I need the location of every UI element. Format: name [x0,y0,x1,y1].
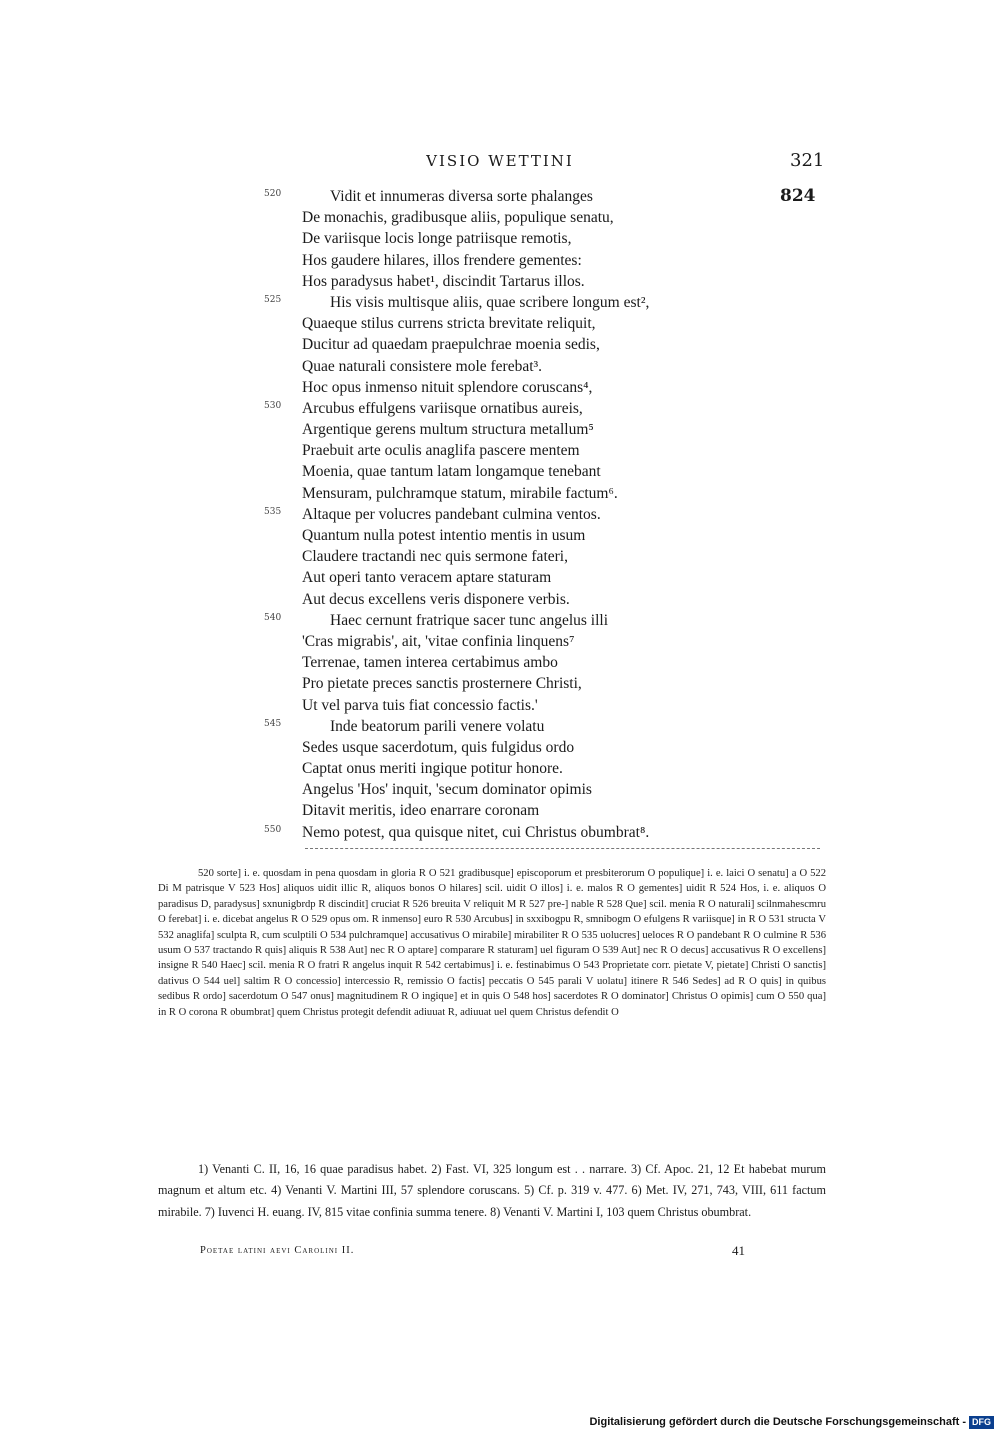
verse-text: Angelus 'Hos' inquit, 'secum dominator opimis [302,781,592,799]
poem-line [0,483,1000,504]
verse-text: Ut vel parva tuis fiat concessio factis.' [302,696,538,714]
margin-reference: 824 [780,186,816,206]
dfg-funding-banner [589,1415,994,1429]
poem-line [0,313,1000,334]
page-number: 321 [790,150,825,171]
poem-line [0,271,1000,292]
verse-text: Ditavit meritis, ideo enarrare coronam [302,802,540,820]
poem-line [0,504,1000,525]
poem-line [0,546,1000,567]
poem-line [0,525,1000,546]
verse-text: Moenia, quae tantum latam longamque tenebant [302,463,601,481]
poem-line [0,589,1000,610]
verse-text: Hos paradysus habet¹, discindit Tartarus illos. [302,272,585,290]
poem-line [0,567,1000,588]
line-number: 520 [264,189,282,199]
poem-line [0,228,1000,249]
verse-text: Inde beatorum parili venere volatu [330,717,545,735]
poem-line [0,398,1000,419]
verse-text: Arcubus effulgens variisque ornatibus aureis, [302,399,583,417]
poem-line [0,440,1000,461]
verse-text: Hoc opus inmenso nituit splendore coruscans⁴, [302,378,593,396]
line-number: 550 [264,824,282,835]
poem-line [0,356,1000,377]
poem-line [0,822,1000,843]
poem-line [0,652,1000,673]
poem-line [0,779,1000,800]
verse-text: Quae naturali consistere mole ferebat³. [302,357,543,375]
verse-text: Quantum nulla potest intentio mentis in usum [302,527,586,544]
verse-text: His visis multisque aliis, quae scribere longum est², [330,293,650,311]
line-number: 540 [264,612,282,623]
verse-text: Aut operi tanto veracem aptare staturam [302,569,552,587]
verse-text: 'Cras migrabis', ait, 'vitae confinia linquens⁷ [302,632,575,650]
line-number: 525 [264,294,282,305]
poem-line [0,800,1000,821]
poem-line [0,250,1000,271]
poem-line [0,207,1000,228]
source-footnotes: 1) Venanti C. II, 16, 16 quae paradisus habet. 2) Fast. VI, 325 longum est . . narrare. 3) Cf. Apoc. 21, 12 Et habebat murum magnum et altum etc. 4) Venanti V. Martini III, 57 splendore coruscans. 5) Cf. p. 319 v. 477. 6) Met. IV, 271, 743, VIII, 611 factum mirabile. 7) Iuvenci H. euang. IV, 815 vitae confinia summa tenere. 8) Venanti V. Martini I, 103 quem Christus obumbrat. [158,1162,826,1219]
verse-text: Mensuram, pulchramque statum, mirabile factum⁶. [302,484,618,502]
verse-text: Altaque per volucres pandebant culmina ventos. [302,505,601,523]
poem-line [0,186,1000,207]
verse-text: Quaeque stilus currens stricta brevitate reliquit, [302,315,596,333]
verse-text: Haec cernunt fratrique sacer tunc angelus illi [330,611,609,629]
poem-text [0,186,1000,843]
verse-text: Aut decus excellens veris disponere verbis. [302,590,570,608]
poem-line [0,334,1000,355]
verse-text: De monachis, gradibusque aliis, populique senatu, [302,209,614,227]
line-number: 545 [264,718,282,729]
verse-text: Nemo potest, qua quisque nitet, cui Christus obumbrat⁸. [302,823,650,841]
poem-line [0,631,1000,652]
poem-line [0,737,1000,758]
verse-text: Sedes usque sacerdotum, quis fulgidus ordo [302,738,575,756]
verse-text: Argentique gerens multum structura metallum⁵ [302,421,594,439]
poem-line [0,695,1000,716]
running-title: VISIO WETTINI [426,152,574,170]
verse-text: Claudere tractandi nec quis sermone fateri, [302,548,568,566]
critical-apparatus: 520 sorte] i. e. quosdam in pena quosdam in gloria R O 521 gradibusque] episcoporum et presbiterorum O populique] i. e. laici O senatu] a O 522 Di M patrisque V 523 Hos] aliquos uidit illic R, aliquos bonos O hilares] scil. uidit O illos] i. e. malos R O gementes] uidit R 524 Hos, i. e. aliquos O paradisus D, paradysus] sxnunigbrdp R discindit] cruciat R 526 breuita V reliquit M R 527 pre-] nable R 528 Que] scil. menia R O naturali] scilnmahescmru O ferebat] i. e. dicebat angelus R O 529 opus om. R inmenso] euro R 530 Arcubus] in sxxibogpu R, smnibogm O efulgens R variisque] in R O 531 structa V 532 anaglifa] sculpta R, cum sculptili O 534 pulchramque] accusativus O mirabile] mirabiliter R O 535 uolucres] ueloces R O pandebant R O culmine R 536 usum O 537 tractando R quis] aliquis R 538 Aut] nec R O aptare] comparare R staturam] uel figuram O 539 Aut] nec R O decus] accusativus R O excellens] insigne R 540 Haec] scil. menia R O fratri R angelus inquit R 542 certabimus] i. e. festinabimus O 543 Proprietate corr. pietate V, pietate] Christi O sanctis] dativus O 544 uel] saltim R O concessio] intercessio R, remissio O factis] peccatis O 545 parali V uolatu] itinere R 546 Sedes] ad R O quis] in quibus sedibus R ordo] sacerdotum O 547 onus] magnitudinem R O ingique] et in quis O 548 hos] sacerdotes R O dominator] Christus O opimis] cum O 550 qua] in R O corona R obumbrat] quem Christus protegit defendit adiuuat R, adiuuat uel quem Christus defendit O [158,868,826,1018]
poem-line [0,461,1000,482]
poem-line [0,419,1000,440]
verse-text: Captat onus meriti ingique potitur honore. [302,760,563,778]
line-number: 530 [264,400,282,411]
verse-text: De variisque locis longe patriisque remotis, [302,230,572,248]
apparatus-divider [305,848,820,849]
dfg-banner-text: Digitalisierung gefördert durch die Deutsche Forschungsgemeinschaft - [589,1416,966,1428]
dfg-logo-icon: DFG [969,1416,994,1429]
verse-text: Praebuit arte oculis anaglifa pascere mentem [302,442,580,460]
poem-line [0,758,1000,779]
verse-text: Ducitur ad quaedam praepulchrae moenia sedis, [302,336,600,354]
poem-line [0,610,1000,631]
poem-line [0,292,1000,313]
verse-text: Pro pietate preces sanctis prosternere Christi, [302,675,582,693]
poem-line [0,716,1000,737]
poem-line [0,673,1000,694]
verse-text: Vidit et innumeras diversa sorte phalanges [330,188,593,205]
verse-text: Terrenae, tamen interea certabimus ambo [302,654,558,672]
poem-line [0,377,1000,398]
sheet-number: 41 [732,1243,745,1258]
line-number: 535 [264,506,282,517]
sheet-signature: Poetae latini aevi Carolini II. [200,1245,355,1256]
verse-text: Hos gaudere hilares, illos frendere gementes: [302,251,582,269]
